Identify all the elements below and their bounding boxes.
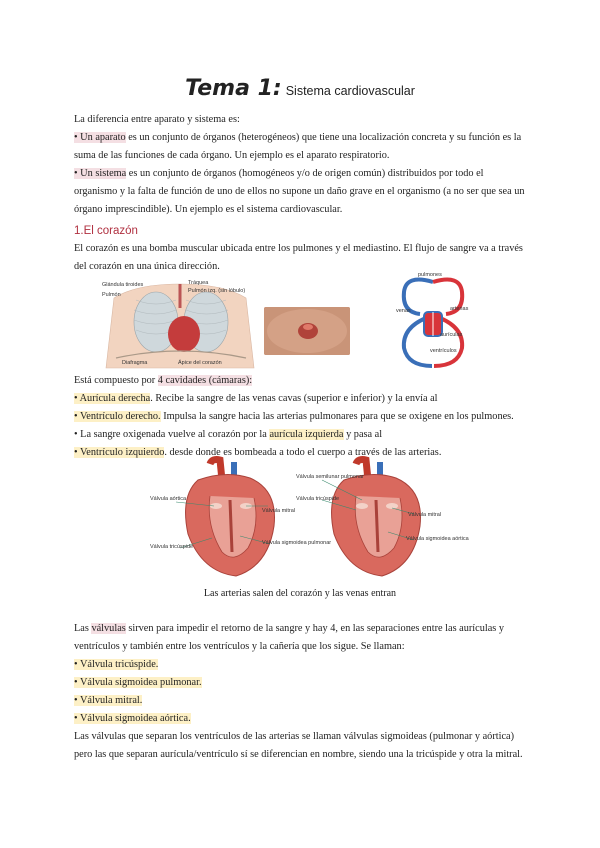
- cavity-right-ventricle-text: Impulsa la sangre hacia las arterias pulmonares para que se oxigene en los pulmones.: [160, 411, 514, 422]
- label-thyroid: Glándula tiroides: [102, 282, 144, 288]
- valves-p1-pre: Las: [74, 623, 92, 634]
- label-pulmonary-semilunar: Válvula semilunar pulmonar: [296, 474, 364, 480]
- cavity-left-ventricle-text: . desde donde es bombeada a todo el cuerpo a través de las arterias.: [164, 447, 442, 458]
- circulation-diagram: [396, 272, 470, 370]
- cavity-left-atrium: [74, 426, 534, 444]
- valves-p1-text: sirven para impedir el retorno de la sangre y hay 4, en las separaciones entre las aurículas y: [125, 623, 505, 634]
- thorax-illustration: [96, 278, 264, 370]
- valves-p1: [74, 620, 534, 638]
- intro-block: [74, 111, 534, 219]
- label-mitral-right: Válvula mitral: [408, 512, 442, 518]
- sistema-text: es un conjunto de órganos (homogéneos y/o de origen común) distribuidos por todo el: [126, 168, 484, 179]
- cavity-left-atrium-text: y pasa al: [343, 429, 383, 440]
- aparato-text: es un conjunto de órganos (heterogéneos) que tiene una localización concreta y su función es la: [125, 132, 522, 143]
- cavities-intro-text: Está compuesto por: [74, 375, 158, 386]
- label-apex: Ápice del corazón: [178, 360, 222, 366]
- section-heading: 1.El corazón: [74, 225, 138, 237]
- cavities-block: [74, 372, 534, 462]
- label-aortic-sigmoid: Válvula sigmoidea aórtica: [406, 536, 469, 542]
- label-arterias: arterias: [450, 306, 469, 312]
- valves-end-1: Las válvulas que separan los ventrículos de las arterias se llaman válvulas sigmoideas (pulmonar y aórtica): [74, 731, 515, 742]
- valve-aortic: • Válvula sigmoidea aórtica.: [74, 713, 191, 724]
- label-pulmones: pulmones: [418, 272, 442, 278]
- label-tricuspid-right: Válvula tricúspide: [296, 496, 340, 502]
- cavities-intro: [74, 372, 534, 390]
- label-venas: venas: [396, 308, 411, 314]
- valve-item: [74, 710, 534, 728]
- aparato-line: [74, 129, 534, 147]
- aparato-line-2: suma de las funciones de cada órgano. Un ejemplo es el aparato respiratorio.: [74, 150, 390, 161]
- chest-photo: [264, 307, 350, 355]
- label-trachea: Tráquea: [188, 280, 209, 286]
- cavity-left-atrium-term: aurícula izquierda: [269, 429, 344, 440]
- valve-tricuspid: • Válvula tricúspide.: [74, 659, 159, 670]
- valves-p2: ventrículos y también entre los ventrículos y la cañería que los sigue. Se llaman:: [74, 641, 405, 652]
- sistema-term: • Un sistema: [74, 168, 127, 179]
- valve-item: [74, 674, 534, 692]
- cavity-left-atrium-pre: • La sangre oxigenada vuelve al corazón por la: [74, 429, 270, 440]
- label-lung: Pulmón: [102, 292, 121, 298]
- sistema-line-2: organismo y la falta de función de uno de ellos no supone un daño grave en el organismo (a no ser que sea un: [74, 186, 525, 197]
- section1: [74, 222, 534, 276]
- cavity-right-atrium-text: . Recibe la sangre de las venas cavas (superior e inferior) y la envía al: [150, 393, 438, 404]
- cavity-left-ventricle-term: • Ventrículo izquierdo: [74, 447, 165, 458]
- intro-line: La diferencia entre aparato y sistema es:: [74, 114, 240, 125]
- label-mitral-left: Válvula mitral: [262, 508, 296, 514]
- section-p1: El corazón es una bomba muscular ubicada entre los pulmones y el mediastino. El flujo de sangre va a través: [74, 243, 523, 254]
- valve-mitral: • Válvula mitral.: [74, 695, 143, 706]
- label-auriculas: aurículas: [440, 332, 463, 338]
- valves-block: [74, 620, 534, 764]
- label-aortic-valve: Válvula aórtica: [150, 496, 187, 502]
- sistema-line: [74, 165, 534, 183]
- sistema-line-3: órgano imprescindible). Un ejemplo es el sistema cardiovascular.: [74, 204, 343, 215]
- cavities-intro-hl: 4 cavidades (cámaras):: [157, 375, 253, 386]
- cavity-right-atrium: [74, 390, 534, 408]
- page-title: [0, 76, 600, 101]
- valve-pulmonary: • Válvula sigmoidea pulmonar.: [74, 677, 202, 688]
- valves-term: válvulas: [91, 623, 126, 634]
- aparato-term: • Un aparato: [74, 132, 126, 143]
- figure-caption: Las arterias salen del corazón y las venas entran: [203, 588, 397, 599]
- title-sub: Sistema cardiovascular: [285, 84, 415, 98]
- valves-end-2: pero las que separan aurícula/ventrículo sí se diferencian en nombre, siendo una la tricúspide y otra la mitral.: [74, 749, 523, 760]
- title-main: Tema 1:: [185, 76, 282, 101]
- heart-illustration-right: [296, 456, 469, 580]
- label-tricuspid-left: Válvula tricúspide: [150, 544, 194, 550]
- valve-item: [74, 656, 534, 674]
- cavity-right-atrium-term: • Aurícula derecha: [74, 393, 151, 404]
- section-p2: del corazón en una única dirección.: [74, 261, 220, 272]
- label-left-lung: Pulmón izq. (sin lóbulo): [188, 288, 246, 294]
- label-pulmonary-left: Válvula sigmoidea pulmonar: [262, 540, 332, 546]
- label-diaphragm: Diafragma: [122, 360, 148, 366]
- valve-item: [74, 692, 534, 710]
- cavity-right-ventricle: [74, 408, 534, 426]
- label-ventriculos: ventrículos: [430, 348, 457, 354]
- cavity-right-ventricle-term: • Ventrículo derecho.: [74, 411, 161, 422]
